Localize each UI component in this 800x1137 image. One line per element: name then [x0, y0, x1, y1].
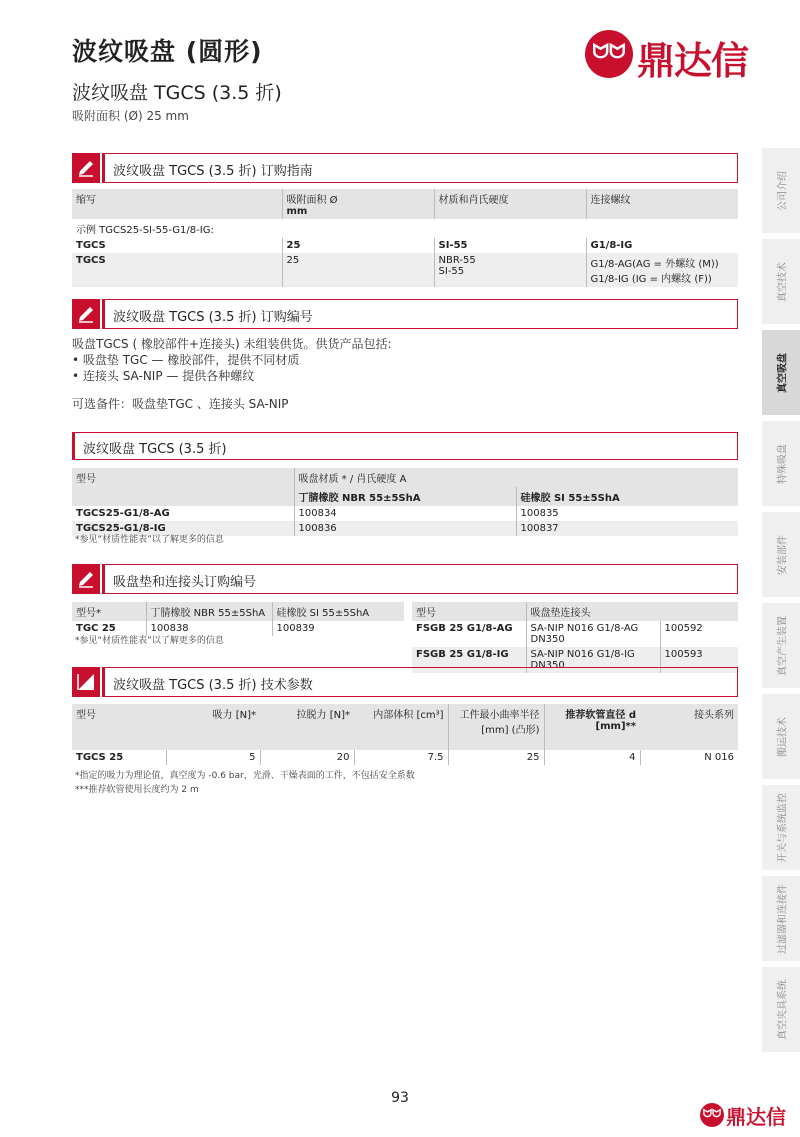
example-label: 示例 TGCS25-SI-55-G1/8-IG:	[76, 225, 214, 236]
table-row	[72, 506, 738, 521]
table-cell: G1/8-IG	[586, 238, 738, 253]
section-header-specs	[72, 667, 738, 697]
logo-mark-icon: ᗢᗢ	[585, 30, 633, 78]
header-cell: 型号*	[72, 602, 146, 621]
example-row	[72, 238, 738, 253]
table-cell: 20	[260, 750, 354, 765]
table-header-row	[412, 602, 738, 621]
section-title: 波纹吸盘 TGCS (3.5 折) 订购指南	[113, 164, 313, 179]
connectors-table	[412, 602, 738, 673]
footnote: *指定的吸力为理论值，真空度为 -0.6 bar，光滑、干燥表面的工件，不包括安全系数	[75, 771, 415, 781]
footnote: *参见“材质性能表”以了解更多的信息	[75, 636, 224, 646]
footer-logo	[700, 1101, 792, 1131]
table-cell: 4	[544, 750, 640, 765]
table-header-row	[72, 189, 738, 219]
text-line: 吸盘TGCS ( 橡胶部件+连接头) 未组装供货。供货产品包括:	[72, 337, 392, 351]
tab-company[interactable]: 公司介绍	[762, 148, 800, 234]
header-cell: 硅橡胶 SI 55±5ShA	[272, 602, 404, 621]
header-cell: 连接螺纹	[586, 189, 738, 219]
table-cell: FSGB 25 G1/8-IG	[412, 647, 526, 673]
tab-mounting-parts[interactable]: 安装部件	[762, 512, 800, 598]
bullet-item: • 吸盘垫 TGC — 橡胶部件，提供不同材质	[72, 353, 300, 367]
page-subtitle: 波纹吸盘 TGCS (3.5 折)	[72, 82, 282, 104]
product-table	[72, 468, 738, 536]
table-cell: 100835	[516, 506, 738, 521]
table-cell: TGCS	[72, 253, 282, 287]
table-cell: TGC 25	[76, 623, 116, 634]
logo-text: 鼎达信	[637, 39, 749, 83]
table-row	[72, 750, 738, 765]
example-label-row	[72, 219, 738, 238]
section-header-guide	[72, 153, 738, 183]
page-title: 波纹吸盘 (圆形)	[72, 37, 263, 66]
table-cell: 25	[448, 750, 544, 765]
tab-handling[interactable]: 搬运技术	[762, 694, 800, 780]
header-cell: 型号	[72, 468, 294, 487]
header-cell: 内部体积 [cm³]	[354, 704, 448, 750]
pencil-icon	[72, 299, 100, 329]
technical-data-icon	[72, 667, 100, 697]
header-cell: 硅橡胶 SI 55±5ShA	[516, 487, 738, 506]
header-cell: 工件最小曲率半径 [mm] (凸形)	[448, 704, 544, 750]
header-cell: 丁腈橡胶 NBR 55±5ShA	[146, 602, 272, 621]
tab-vacuum-technology[interactable]: 真空技术	[762, 239, 800, 325]
logo-text: 鼎达信	[726, 1105, 786, 1129]
table-cell: 100834	[294, 506, 516, 521]
page-number: 93	[391, 1090, 409, 1106]
bullet-item: • 连接头 SA-NIP — 提供各种螺纹	[72, 369, 255, 383]
optional-parts: 可选备件：吸盘垫TGC 、连接头 SA-NIP	[72, 397, 289, 411]
header-cell: 拉脱力 [N]*	[260, 704, 354, 750]
header-cell: 推荐软管直径 d [mm]**	[544, 704, 640, 750]
table-header-row	[72, 602, 404, 621]
numbering-description	[72, 336, 392, 384]
brand-logo	[585, 28, 765, 84]
table-cell: 25	[282, 238, 434, 253]
header-cell: 型号	[412, 602, 526, 621]
table-cell: 100839	[272, 621, 404, 636]
table-cell: 100838	[146, 621, 272, 636]
tab-special-cups[interactable]: 特殊吸盘	[762, 421, 800, 507]
section-header-product	[72, 432, 738, 460]
pads-table	[72, 602, 404, 636]
table-cell: 7.5	[354, 750, 448, 765]
tab-clamping[interactable]: 真空夹具系统	[762, 967, 800, 1053]
specs-table	[72, 704, 738, 765]
logo-mark-icon: ᗢᗢ	[700, 1103, 724, 1127]
table-cell: G1/8-AG(AG = 外螺纹 (M)) G1/8-IG (IG = 内螺纹 (F))	[586, 253, 738, 287]
table-cell: 5	[166, 750, 260, 765]
table-cell: 100836	[294, 521, 516, 536]
header-cell: 吸盘垫连接头	[526, 602, 738, 621]
tab-vacuum-generators[interactable]: 真空产生装置	[762, 603, 800, 689]
table-row	[412, 621, 738, 647]
ordering-guide-table	[72, 189, 738, 287]
table-cell: N 016	[640, 750, 738, 765]
section-title: 波纹吸盘 TGCS (3.5 折) 技术参数	[113, 678, 313, 693]
section-title: 波纹吸盘 TGCS (3.5 折)	[83, 442, 227, 457]
header-cell: 型号	[72, 704, 166, 750]
table-row	[72, 253, 738, 287]
section-header-pads	[72, 564, 738, 594]
header-cell: 吸附面积 Ø mm	[282, 189, 434, 219]
section-title: 波纹吸盘 TGCS (3.5 折) 订购编号	[113, 310, 313, 325]
table-header-row	[72, 704, 738, 750]
table-cell: 25	[282, 253, 434, 287]
table-cell: TGCS25-G1/8-IG	[72, 521, 294, 536]
pencil-icon	[72, 564, 100, 594]
table-subheader-row	[72, 487, 738, 506]
header-cell: 缩写	[72, 189, 282, 219]
table-cell: FSGB 25 G1/8-AG	[416, 623, 513, 634]
table-cell: SA-NIP N016 G1/8-IG DN350	[526, 647, 660, 673]
footnote: ***推荐软管使用长度约为 2 m	[75, 785, 199, 795]
pencil-icon	[72, 153, 100, 183]
suction-area-note: 吸附面积 (Ø) 25 mm	[72, 109, 189, 123]
section-title: 吸盘垫和连接头订购编号	[113, 575, 257, 590]
table-cell: NBR-55 SI-55	[434, 253, 586, 287]
header-cell: 吸力 [N]*	[166, 704, 260, 750]
tab-vacuum-suction-cups[interactable]: 真空吸盘	[762, 330, 800, 416]
header-cell: 接头系列	[640, 704, 738, 750]
table-cell: 100593	[660, 647, 738, 673]
table-cell: TGCS	[76, 240, 106, 251]
table-cell: SI-55	[434, 238, 586, 253]
section-header-numbering	[72, 299, 738, 329]
table-cell: 100592	[660, 621, 738, 647]
table-cell: SA-NIP N016 G1/8-AG DN350	[526, 621, 660, 647]
table-cell: TGCS 25	[76, 752, 124, 763]
table-header-row	[72, 468, 738, 487]
header-cell: 丁腈橡胶 NBR 55±5ShA	[294, 487, 516, 506]
footnote: *参见“材质性能表”以了解更多的信息	[75, 535, 224, 545]
header-cell: 吸盘材质 * / 肖氏硬度 A	[294, 468, 738, 487]
tab-switches[interactable]: 开关与系统监控	[762, 785, 800, 871]
header-cell: 材质和肖氏硬度	[434, 189, 586, 219]
table-cell: TGCS25-G1/8-AG	[76, 508, 170, 519]
tab-filters[interactable]: 过滤器和连接件	[762, 876, 800, 962]
table-cell: 100837	[516, 521, 738, 536]
